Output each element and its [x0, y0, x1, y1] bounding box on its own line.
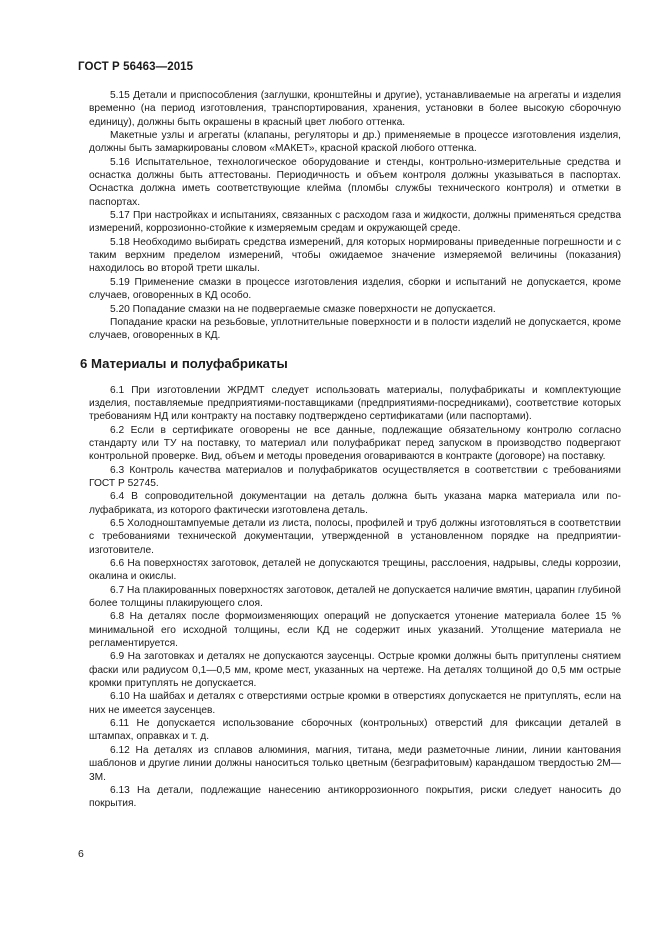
- paragraph-6-2: 6.2 Если в сертификате оговорены не все данные, подлежащие обязательному контролю согласно стандарту или ТУ на поставку, то материал или полуфабрикат перед запуском в производство подвергают контрольной проверке. Вид, объем и методы проведения оговариваются в контракте (договоре) на поставку.: [89, 424, 621, 463]
- paragraph-5-18: 5.18 Необходимо выбирать средства измерений, для которых нормированы приведенные погрешности и с таким верхним пределом измерений, чтобы ожидаемое значение измеряемой величины (показания) находилось во второй трети шкалы.: [89, 236, 621, 275]
- paragraph-6-12: 6.12 На деталях из сплавов алюминия, магния, титана, меди разметочные линии, линии кантования шаблонов и другие линии должны наноситься только цветным (безграфитовым) карандашом твердостью 2М—3М.: [89, 744, 621, 783]
- section-title: 6 Материалы и полуфабрикаты: [80, 355, 288, 371]
- paragraph-paint: Попадание краски на резьбовые, уплотнительные поверхности и в полости изделий не допускается, кроме случаев, оговоренных в КД.: [89, 316, 621, 342]
- paragraph-mockup: Макетные узлы и агрегаты (клапаны, регуляторы и др.) применяемые в процессе изготовления изделия, должны быть замаркированы словом «МАКЕТ», красной краской любого оттенка.: [89, 130, 621, 155]
- page-body: [80, 89, 621, 811]
- paragraph-5-19: 5.19 Применение смазки в процессе изготовления изделия, сборки и испытаний не допускается, кроме случаев, оговоренных в КД особо.: [89, 276, 621, 302]
- paragraph-6-4: 6.4 В сопроводительной документации на деталь должна быть указана марка материала или полуфабриката, из которого фактически изготовлена деталь.: [89, 491, 621, 516]
- paragraph-5-20: 5.20 Попадание смазки на не подвергаемые смазке поверхности не допускается.: [110, 303, 496, 315]
- document-header: ГОСТ Р 56463—2015: [78, 61, 194, 73]
- page-number: 6: [78, 848, 84, 860]
- paragraph-6-7: 6.7 На плакированных поверхностях заготовок, деталей не допускается наличие вмятин, царапин глубиной более толщины плакирующего слоя.: [89, 584, 621, 610]
- paragraph-5-17: 5.17 При настройках и испытаниях, связанных с расходом газа и жидкости, должны применяться средства измерений, коррозионно-стойкие к измеряемым средам и окружающей среде.: [89, 210, 621, 235]
- paragraph-6-9: 6.9 На заготовках и деталях не допускаются заусенцы. Острые кромки должны быть притуплены снятием фаски или радиусом 0,1—0,5 мм, кроме мест, указанных на чертеже. На деталях толщиной до 0,5 мм острые кромки притуплять не допускается.: [89, 651, 621, 690]
- paragraph-6-6: 6.6 На поверхностях заготовок, деталей не допускаются трещины, расслоения, надрывы, следы коррозии, окалина и окислы.: [89, 558, 621, 583]
- paragraph-6-3: 6.3 Контроль качества материалов и полуфабрикатов осуществляется в соответствии с требованиями ГОСТ Р 52745.: [89, 464, 621, 489]
- paragraph-6-11: 6.11 Не допускается использование сборочных (контрольных) отверстий для фиксации деталей в штампах, оправках и т. д.: [89, 718, 621, 743]
- paragraph-6-1: 6.1 При изготовлении ЖРДМТ следует использовать материалы, полуфабрикаты и комплектующие изделия, поставляемые предприятиями-поставщиками (предприятиями-посредниками), соответствие которых требованиям НД или контракту на поставку подтверждено сертификатами (или паспортами).: [89, 384, 621, 423]
- paragraph-6-10: 6.10 На шайбах и деталях с отверстиями острые кромки в отверстиях допускается не притуплять, если на них не имеется заусенцев.: [89, 691, 621, 716]
- paragraph-5-15: 5.15 Детали и приспособления (заглушки, кронштейны и другие), устанавливаемые на агрегаты и изделия временно (на период изготовления, транспортирования, хранения, установки в более высокую сборочную единицу), должны быть окрашены в красный цвет любого оттенка.: [89, 90, 621, 128]
- paragraph-5-16: 5.16 Испытательное, технологическое оборудование и стенды, контрольно-измерительные средства и оснастка должны быть аттестованы. Периодичность и объем контроля должны указываться в паспортах. Оснастка должна иметь соответствующие клейма (пломбы службы технического контроля) и отметки в паспортах.: [89, 156, 621, 208]
- paragraph-6-5: 6.5 Холодноштампуемые детали из листа, полосы, профилей и труб должны изготовляться в соответствии с требованиями технической документации, утвержденной в установленном порядке на предприятии-изготовителе.: [89, 517, 621, 556]
- paragraph-6-13: 6.13 На детали, подлежащие нанесению антикоррозионного покрытия, риски следует наносить до покрытия.: [89, 784, 621, 810]
- paragraph-6-8: 6.8 На деталях после формоизменяющих операций не допускается утонение материала более 15 % минимальной его исходной толщины, если КД не содержит иных указаний. Утолщение материала не регламентируется.: [89, 611, 621, 650]
